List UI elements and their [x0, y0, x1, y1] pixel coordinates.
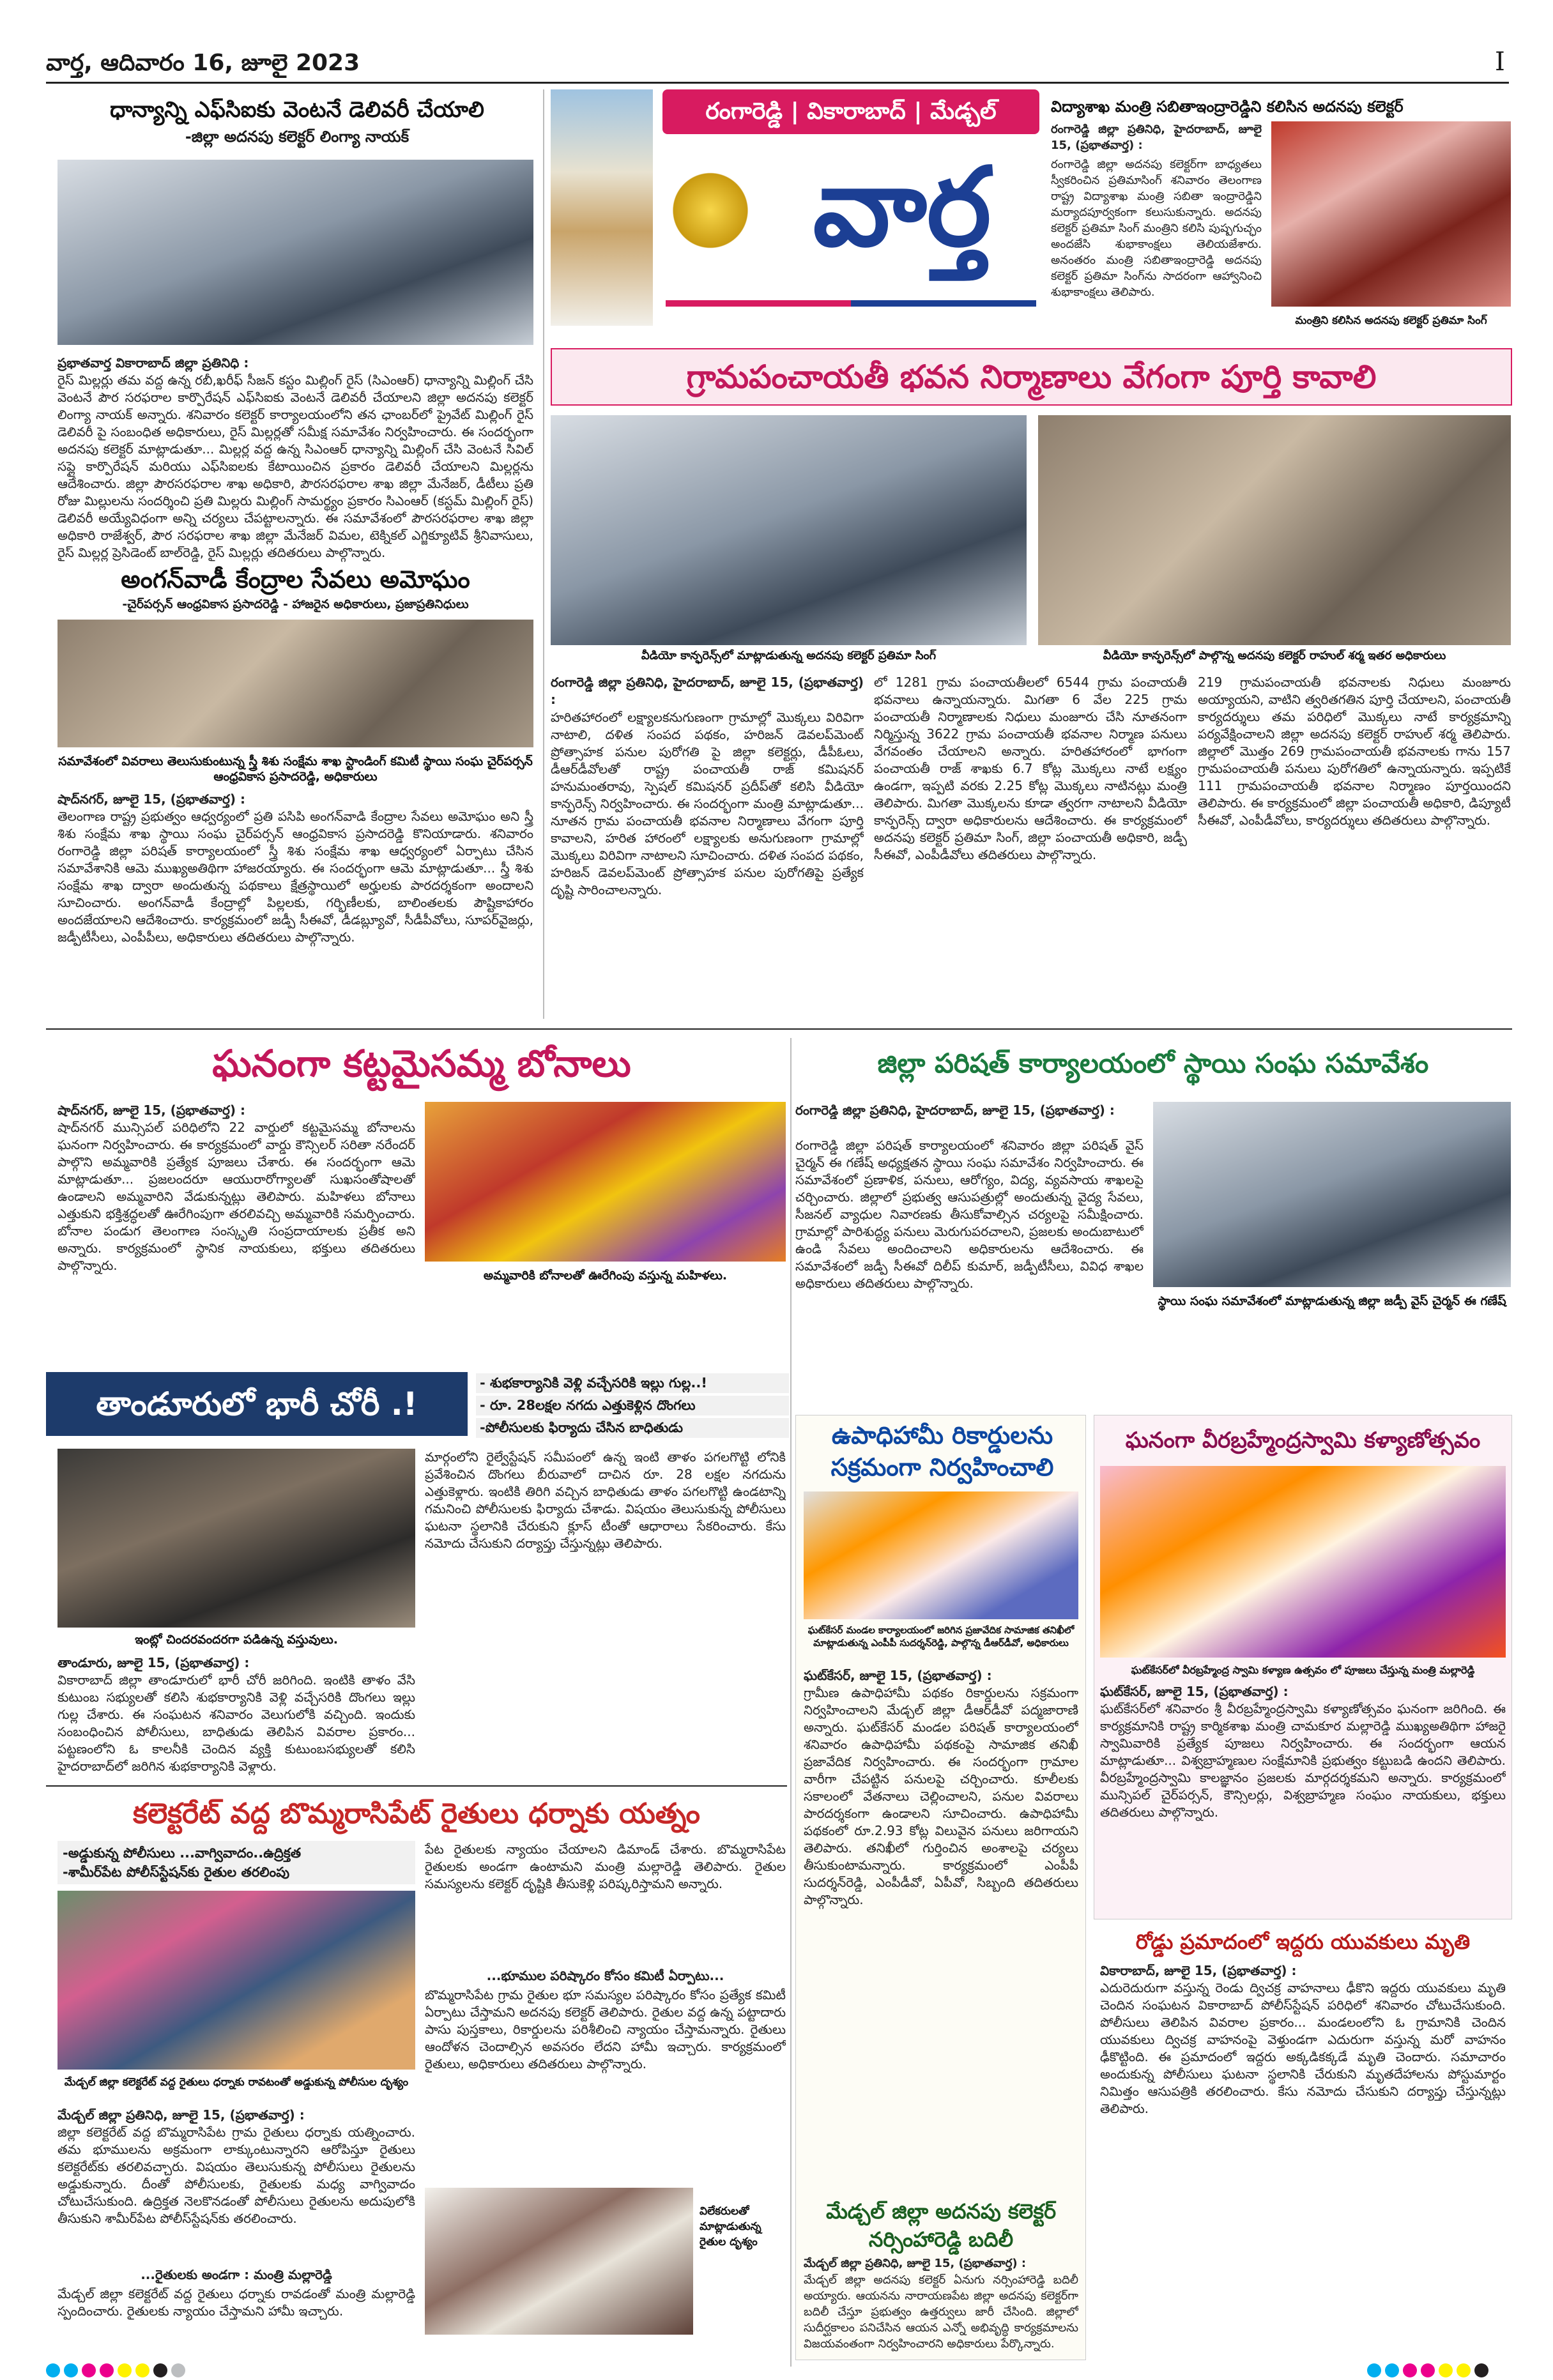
story1-subtitle: -జిల్లా అదనపు కలెక్టర్ లింగ్యా నాయక్: [185, 128, 409, 146]
story9-title: ఉపాధిహామీ రికార్డులను సక్రమంగా నిర్వహించాలి: [830, 1421, 1054, 1481]
temple-photo: [551, 89, 653, 326]
story8-photo: [57, 1891, 415, 2070]
story2-caption: సమావేశంలో వివరాలు తెలుసుకుంటున్న స్త్రీ శిశు సంక్షేమ శాఖ స్టాండింగ్ కమిటీ స్థాయి సంఘ చైర్‌పర్సన్ ఆంధ్రవికాస ప్రసాదరెడ్డి, అధికారులు: [58, 754, 533, 784]
story4-body2: లో 1281 గ్రామ పంచాయతీలలో 6544 గ్రామ పంచాయతీ భవనాలు ఉన్నాయన్నారు. మిగతా 6 వేల 225 గ్రామ పంచాయతీ నిర్మాణాలకు నిధులు మంజూరు చేసి నూతనంగా నిర్మిస్తున్న 3622 గ్రామ పంచాయతీ భవనాల నిర్మాణ పనులు వేగవంతం చేయాలని అన్నారు. హరితహారంలో భాగంగా పంచాయతీ రాజ్ శాఖకు 6.7 కోట్ల మొక్కలు నాటే లక్ష్యం ఉండగా, ఇప్పటి వరకు 2.25 కోట్ల మొక్కలు నాటినట్లు మంత్రి తెలిపారు. మిగతా మొక్కలను కూడా త్వరగా నాటాలని వీడియో కాన్ఫరెన్స్ ద్వారా అధికారులను ఆదేశించారు. ఈ కార్యక్రమంలో అదనపు కలెక్టర్ ప్రతిమా సింగ్, జిల్లా పంచాయతీ అధికారి, జడ్పీ సీఈవో, ఎంపీడీవోలు తదితరులు పాల్గొన్నారు.: [874, 675, 1187, 862]
story7-body2: మార్గంలోని రైల్వేస్టేషన్ సమీపంలో ఉన్న ఇంటి తాళం పగలగొట్టి లోనికి ప్రవేశించిన దొంగలు బీరువాలో దాచిన రూ. 28 లక్షల నగదును ఎత్తుకెళ్లారు. ఇంటికి తిరిగి వచ్చిన బాధితుడు తాళం పగలగొట్టి ఉండటాన్ని గమనించి పోలీసులకు ఫిర్యాదు చేశాడు. విషయం తెలుసుకున్న పోలీసులు ఘటనా స్థలానికి చేరుకుని క్లూస్ టీంతో ఆధారాలు సేకరించారు. కేసు నమోదు చేసుకుని దర్యాప్తు చేస్తున్నట్లు తెలిపారు.: [425, 1449, 786, 1551]
masthead: వార్త, ఆదివారం 16, జూలై 2023: [46, 50, 360, 76]
column-divider: [543, 89, 544, 1019]
story7-bullet: - రూ. 28లక్షల నగదు ఎత్తుకెళ్లిన దొంగలు: [476, 1396, 789, 1415]
story6-caption: స్థాయి సంఘ సమావేశంలో మాట్లాడుతున్న జిల్లా జడ్పీ వైస్ చైర్మన్ ఈ గణేష్: [1158, 1294, 1506, 1308]
story8-body1: జిల్లా కలెక్టరేట్ వద్ద బొమ్మరాసిపేట గ్రామ రైతులు ధర్నాకు యత్నించారు. తమ భూములను అక్రమంగా లాక్కుంటున్నారని ఆరోపిస్తూ రైతులు కలెక్టరేట్‌కు తరలివచ్చారు. విషయం తెలుసుకున్న పోలీసులు రైతులను అడ్డుకున్నారు. దీంతో పోలీసులకు, రైతులకు మధ్య వాగ్వివాదం చోటుచేసుకుంది. ఉద్రిక్తత నెలకొనడంతో పోలీసులు రైతులను అదుపులోకి తీసుకుని శామీర్‌పేట పోలీస్‌స్టేషన్‌కు తరలించారు.: [57, 2124, 415, 2226]
story7-title: తాండూరులో భారీ చోరీ .!: [96, 1385, 418, 1423]
story11-body: ఘట్‌కేసర్‌లో శనివారం శ్రీ వీరబ్రహ్మేంద్రస్వామి కళ్యాణోత్సవం ఘనంగా జరిగింది. ఈ కార్యక్రమానికి రాష్ట్ర కార్మికశాఖ మంత్రి చామకూర మల్లారెడ్డి ముఖ్యఅతిథిగా హాజరై స్వామివారికి ప్రత్యేక పూజలు నిర్వహించారు. ఈ సందర్భంగా ఆయన మాట్లాడుతూ... విశ్వబ్రాహ్మణుల సంక్షేమానికి ప్రభుత్వం కట్టుబడి ఉందని తెలిపారు. వీరబ్రహ్మేంద్రస్వామి కాలజ్ఞానం ప్రజలకు మార్గదర్శకమని అన్నారు. కార్యక్రమంలో మున్సిపల్ చైర్‌పర్సన్, కౌన్సిలర్లు, విశ్వబ్రాహ్మణ సంఘం నాయకులు, భక్తులు తదితరులు పాల్గొన్నారు.: [1100, 1701, 1506, 1820]
story8-dateline: మేడ్చల్ జిల్లా ప్రతినిధి, జూలై 15, (ప్రభాతవార్త) :: [57, 2107, 305, 2123]
story1-body: రైస్ మిల్లర్లు తమ వద్ద ఉన్న రబీ,ఖరీఫ్ సీజన్ కస్టం మిల్లింగ్ రైస్ (సిఎంఆర్) ధాన్యాన్ని మిల్లింగ్ చేసి వెంటనే పౌర సరఫరాల కార్పొరేషన్ ఎఫ్‌సిఐకు వెంటనే డెలివరీ చేయాలని జిల్లా అదనపు కలెక్టర్ లింగ్యా నాయక్ అన్నారు. శనివారం కలెక్టర్ కార్యాలయంలోని తన ఛాంబర్‌లో ప్రైవేట్ మిల్లింగ్ రైస్ డెలివరీ పై సంబంధిత అధికారులు, రైస్ మిల్లర్లతో సమీక్ష సమావేశం నిర్వహించారు. ఈ సందర్భంగా అదనపు కలెక్టర్ మాట్లాడుతూ... మిల్లర్ల వద్ద ఉన్న సిఎంఆర్ ధాన్యాన్ని మిల్లింగ్ చేసి వెంటనే సివిల్ సప్లై కార్పొరేషన్ మరియు ఎఫ్‌సిఐలకు కేటాయించిన ప్రకారం డెలివరీ చేయాలని మిల్లర్లను ఆదేశించారు. జిల్లా పౌరసరఫరాల శాఖ అధికారి, పౌరసరఫరాల శాఖ జిల్లా మేనేజర్, డీటీలు ప్రతి రోజు మిల్లులను సందర్శించి ప్రతి మిల్లరు మిల్లింగ్ సామర్థ్యం ప్రకారం సిఎంఆర్ (కస్టమ్ మిల్లింగ్ రైస్) డెలివరీ అయ్యేవిధంగా అన్ని చర్యలు చేపట్టాలన్నారు. ఈ సమావేశంలో పౌరసరఫరాల శాఖ జిల్లా అధికారి రాజేశ్వర్, పౌర సరఫరాల శాఖ జిల్లా మేనేజర్ విమల, టెక్నికల్ ఎగ్జిక్యూటివ్ శ్రీనివాసులు, రైస్ మిల్లర్ల ప్రెసిడెంట్ బాల్‌రెడ్డి, రైస్ మిల్లర్లు తదితరులు పాల్గొన్నారు.: [57, 372, 533, 560]
story1-title: ధాన్యాన్ని ఎఫ్‌సిఐకు వెంటనే డెలివరీ చేయాలి: [110, 97, 484, 123]
logo-text: వార్త: [813, 144, 991, 271]
story3-title: విద్యాశాఖ మంత్రి సబితాఇంద్రారెడ్డిని కలిసిన అదనపు కలెక్టర్: [1051, 98, 1404, 116]
story8-caption: మేడ్చల్ జిల్లా కలెక్టరేట్ వద్ద రైతులు ధర్నాకు రావటంతో అడ్డుకున్న పోలీసుల దృశ్యం: [64, 2076, 409, 2089]
story2-body: తెలంగాణ రాష్ట్ర ప్రభుత్వం ఆధ్వర్యంలో ప్రతి పసిపి అంగన్‌వాడి కేంద్రాల సేవలు అమోఘం అని స్త్రీ శిశు సంక్షేమ శాఖ స్థాయి సంఘ చైర్‌పర్సన్ ఆంధ్రవికాస ప్రసాదరెడ్డి కొనియాడారు. శనివారం రంగారెడ్డి జిల్లా పరిషత్ కార్యాలయంలో స్త్రీ శిశు సంక్షేమ శాఖ ఆధ్వర్యంలో ఏర్పాటు చేసిన సమావేశానికి ఆమె ముఖ్యఅతిథిగా హాజరయ్యారు. ఈ సందర్భంగా ఆమె మాట్లాడుతూ... స్త్రీ శిశు సంక్షేమ శాఖ ద్వారా అందుతున్న పథకాలు క్షేత్రస్థాయిలో అర్హులకు పారదర్శకంగా అందాలని సూచించారు. అంగన్‌వాడీ కేంద్రాల్లో పిల్లలకు, గర్భిణీలకు, బాలింతలకు పౌష్టికాహారం అందజేయాలని ఆదేశించారు. కార్యక్రమంలో జడ్పీ సీఈవో, డీడబ్ల్యూవో, సీడీపీవోలు, సూపర్‌వైజర్లు, జడ్పీటీసీలు, ఎంపీపీలు, అధికారులు తదితరులు పాల్గొన్నారు.: [57, 809, 533, 945]
story4-title: గ్రామపంచాయతీ భవన నిర్మాణాలు వేగంగా పూర్తి కావాలి: [686, 358, 1377, 395]
column-divider-2: [790, 1038, 792, 2367]
story2-photo: [57, 620, 533, 747]
story3-caption: మంత్రిని కలిసిన అదనపు కలెక్టర్ ప్రతిమా సింగ్: [1295, 314, 1487, 327]
story4-body1: హరితహారంలో లక్ష్యాలకనుగుణంగా గ్రామాల్లో మొక్కలు విరివిగా నాటాలి, దళిత సంపద పథకం, హరిజన్ డెవలప్‌మెంట్ ప్రోత్సాహక పనుల పురోగతి పై జిల్లా కలెక్టర్లు, డీపీఓలు, డీఆర్‌డీవోలతో రాష్ట్ర పంచాయతీ రాజ్ కమిషనర్ హనుమంతరావు, స్పెషల్ కమిషనర్ ప్రదీప్‌తో కలిసి వీడియో కాన్ఫరెన్స్ నిర్వహించారు. ఈ సందర్భంగా మంత్రి మాట్లాడుతూ... నూతన గ్రామ పంచాయతీ భవనాల నిర్మాణాలు వేగంగా పూర్తి కావాలని, హరిత హారంలో లక్ష్యాలకు అనుగుణంగా గ్రామాల్లో మొక్కలు విరివిగా నాటాలని సూచించారు. దళిత సంపద పథకం, హరిజన్ డెవలప్‌మెంట్ ప్రోత్సాహక పనుల పురోగతిపై ప్రత్యేక దృష్టి సారించాలన్నారు.: [551, 710, 864, 897]
section-divider-2: [46, 1785, 787, 1787]
story8-photo2: [425, 2188, 693, 2335]
story6-title: జిల్లా పరిషత్ కార్యాలయంలో స్థాయి సంఘ సమావేశం: [877, 1048, 1429, 1079]
brand-block: [551, 89, 1043, 335]
story4-body3: 219 గ్రామపంచాయతీ భవనాలకు నిధులు మంజూరు అయ్యాయని, వాటిని త్వరితగతిన పూర్తి చేయాలని, పంచాయతీ కార్యదర్శులు తమ పరిధిలో మొక్కలు నాటే కార్యక్రమాన్ని పర్యవేక్షించాలని జిల్లా అదనపు కలెక్టర్ రాహుల్ శర్మ తెలిపారు. జిల్లాలో మొత్తం 269 గ్రామపంచాయతీ భవనాలకు గాను 157 గ్రామపంచాయతీ పనులు పురోగతిలో ఉన్నాయన్నారు. ఇప్పటికే 111 గ్రామపంచాయతీ భవనాల నిర్మాణం పూర్తయిందని తెలిపారు. ఈ కార్యక్రమంలో జిల్లా పంచాయతీ అధికారి, డిప్యూటీ సీఈవో, ఎంపీడీవోలు, కార్యదర్శులు తదితరులు పాల్గొన్నారు.: [1198, 675, 1511, 828]
story6-dateline: రంగారెడ్డి జిల్లా ప్రతినిధి, హైదరాబాద్, జూలై 15, (ప్రభాతవార్త) :: [795, 1102, 1115, 1118]
story5-body: షాద్‌నగర్ మున్సిపల్ పరిధిలోని 22 వార్డులో కట్టమైసమ్మ బోనాలను ఘనంగా నిర్వహించారు. ఈ కార్యక్రమంలో వార్డు కౌన్సిలర్ సరితా నరేందర్ పాల్గొని అమ్మవారికి ప్రత్యేక పూజలు చేశారు. ఈ సందర్భంగా ఆమె మాట్లాడుతూ... ప్రజలందరూ ఆయురారోగ్యాలతో సుఖసంతోషాలతో ఉండాలని అమ్మవారిని వేడుకున్నట్లు తెలిపారు. మహిళలు బోనాలు ఎత్తుకుని భక్తిశ్రద్ధలతో ఊరేగింపుగా తరలివచ్చి అమ్మవారికి సమర్పించారు. బోనాల పండుగ తెలంగాణ సంస్కృతి సంప్రదాయాలకు ప్రతీక అని అన్నారు. కార్యక్రమంలో స్థానిక నాయకులు, భక్తులు తదితరులు పాల్గొన్నారు.: [57, 1120, 415, 1273]
story6-body: రంగారెడ్డి జిల్లా పరిషత్ కార్యాలయంలో శనివారం జిల్లా పరిషత్ వైస్ చైర్మన్ ఈ గణేష్ అధ్యక్షతన స్థాయి సంఘ సమావేశం నిర్వహించారు. ఈ సమావేశంలో ప్రణాళిక, పనులు, ఆరోగ్యం, విద్య, వ్యవసాయ శాఖలపై చర్చించారు. జిల్లాలో ప్రభుత్వ ఆసుపత్రుల్లో అందుతున్న వైద్య సేవలు, సీజనల్ వ్యాధుల నివారణకు తీసుకోవాల్సిన చర్యలపై సమీక్షించారు. గ్రామాల్లో పారిశుద్ధ్య పనులు మెరుగుపరచాలని, ప్రజలకు అందుబాటులో ఉండి సేవలు అందించాలని అధికారులను ఆదేశించారు. ఈ సమావేశంలో జడ్పీ సీఈవో దిలీప్ కుమార్, జడ్పీటీసీలు, వివిధ శాఖల అధికారులు తదితరులు పాల్గొన్నారు.: [795, 1138, 1144, 1291]
story9-photo: [804, 1491, 1078, 1619]
story10-title: మేడ్చల్ జిల్లా అదనపు కలెక్టర్ నర్సింహారెడ్డి బదిలీ: [825, 2199, 1057, 2252]
story8-subtitle2: ...భూముల పరిష్కారం కోసం కమిటీ ఏర్పాటు...: [486, 1968, 724, 1983]
story8-title: కలెక్టరేట్ వద్ద బొమ్మరాసిపేట్ రైతులు ధర్నాకు యత్నం: [133, 1797, 700, 1830]
story3-photo: [1271, 121, 1511, 307]
story7-photo: [57, 1449, 415, 1628]
story9-dateline: ఘట్‌కేసర్, జూలై 15, (ప్రభాతవార్త) :: [804, 1668, 992, 1683]
story7-body1: వికారాబాద్ జిల్లా తాండూరులో భారీ చోరీ జరిగింది. ఇంటికి తాళం వేసి కుటుంబ సభ్యులతో కలిసి శుభకార్యానికి వెళ్లి వచ్చేసరికి దొంగలు ఇల్లు గుల్ల చేశారు. ఈ సంఘటన శనివారం వెలుగులోకి వచ్చింది. ఇందుకు సంబంధించిన పోలీసులు, బాధితుడు తెలిపిన వివరాల ప్రకారం... పట్టణంలోని ఓ కాలనీకి చెందిన వ్యక్తి కుటుంబసభ్యులతో కలిసి హైదరాబాద్‌లో జరిగిన శుభకార్యానికి వెళ్లారు.: [57, 1672, 415, 1774]
page-number: I: [1495, 47, 1505, 77]
logo-underline: [666, 300, 1036, 307]
story11-photo: [1100, 1466, 1506, 1658]
districts-banner: రంగారెడ్డి | వికారాబాద్ | మేడ్చల్: [662, 89, 1039, 134]
story11-dateline: ఘట్‌కేసర్, జూలై 15, (ప్రభాతవార్త) :: [1100, 1684, 1289, 1699]
story5-body-cont: [425, 1287, 786, 1362]
story8-bullets: [57, 1841, 415, 1884]
story4-caption-left: వీడియో కాన్ఫరెన్స్‌లో మాట్లాడుతున్న అదనపు కలెక్టర్ ప్రతిమా సింగ్: [641, 649, 937, 662]
story5-dateline: షాద్‌నగర్, జూలై 15, (ప్రభాతవార్త) :: [57, 1102, 245, 1118]
story7-dateline: తాండూరు, జూలై 15, (ప్రభాతవార్త) :: [57, 1655, 250, 1670]
story2-dateline: షాద్‌నగర్, జూలై 15, (ప్రభాతవార్త) :: [57, 791, 245, 807]
story4-caption-right: వీడియో కాన్ఫరెన్స్‌లో పాల్గొన్న అదనపు కలెక్టర్ రాహుల్ శర్మ ఇతర అధికారులు: [1103, 649, 1446, 662]
story8-bullet: -అడ్డుకున్న పోలీసులు ...వాగ్వివాదం..ఉద్రిక్తత: [63, 1845, 302, 1861]
registration-dots-left: [46, 2363, 189, 2377]
registration-dots-right: [1367, 2363, 1492, 2377]
header-divider: [46, 82, 1509, 84]
story7-bullet: - శుభకార్యానికి వెళ్లి వచ్చేసరికి ఇల్లు గుల్ల..!: [476, 1373, 789, 1393]
story4-photo-left: [551, 415, 1027, 645]
story1-dateline: ప్రభాతవార్త వికారాబాద్ జిల్లా ప్రతినిధి :: [57, 355, 249, 370]
story8-body2: మేడ్చల్ జిల్లా కలెక్టరేట్ వద్ద రైతులు ధర్నాకు రావడంతో మంత్రి మల్లారెడ్డి స్పందించారు. రైతులకు న్యాయం చేస్తామని హామీ ఇచ్చారు.: [57, 2286, 415, 2319]
story12-body: ఎదురెదురుగా వస్తున్న రెండు ద్విచక్ర వాహనాలు ఢీకొని ఇద్దరు యువకులు మృతి చెందిన సంఘటన వికారాబాద్ పోలీస్‌స్టేషన్ పరిధిలో శనివారం చోటుచేసుకుంది. పోలీసులు తెలిపిన వివరాల ప్రకారం... మండలంలోని ఓ గ్రామానికి చెందిన యువకులు ద్విచక్ర వాహనంపై వెళ్తుండగా ఎదురుగా వస్తున్న మరో వాహనం ఢీకొట్టింది. ఈ ప్రమాదంలో ఇద్దరు అక్కడికక్కడే మృతి చెందారు. సమాచారం అందుకున్న పోలీసులు ఘటనా స్థలానికి చేరుకుని మృతదేహాలను పోస్టుమార్టం నిమిత్తం ఆసుపత్రికి తరలించారు. కేసు నమోదు చేసుకుని దర్యాప్తు చేస్తున్నట్లు తెలిపారు.: [1100, 1980, 1506, 2116]
story4-photo-right: [1038, 415, 1511, 645]
story9-body: గ్రామీణ ఉపాధిహామీ పథకం రికార్డులను సక్రమంగా నిర్వహించాలని మేడ్చల్ జిల్లా డీఆర్‌డీవో పద్మజారాణి అన్నారు. ఘట్‌కేసర్ మండల పరిషత్ కార్యాలయంలో శనివారం ఉపాధిహామీ పథకంపై సామాజిక తనిఖీ ప్రజావేదిక నిర్వహించారు. ఈ సందర్భంగా గ్రామాల వారీగా చేపట్టిన పనులపై చర్చించారు. కూలీలకు సకాలంలో వేతనాలు చెల్లించాలని, పనుల వివరాలు పారదర్శకంగా ఉండాలని సూచించారు. ఉపాధిహామీ పథకంలో రూ.2.93 కోట్ల విలువైన పనులు జరిగాయని తెలిపారు. తనిఖీలో గుర్తించిన అంశాలపై చర్యలు తీసుకుంటామన్నారు. కార్యక్రమంలో ఎంపీపీ సుదర్శన్‌రెడ్డి, ఎంపీడీవో, ఏపీవో, సిబ్బంది తదితరులు పాల్గొన్నారు.: [804, 1685, 1078, 1907]
logo-emblem: [662, 144, 758, 265]
story11-caption: ఘట్‌కేసర్‌లో వీరబ్రహ్మేంద్ర స్వామి కళ్యాణ ఉత్సవం లో పూజలు చేస్తున్న మంత్రి మల్లారెడ్డి: [1131, 1664, 1475, 1676]
story8-caption2: విలేకరులతో మాట్లాడుతున్న రైతుల దృశ్యం: [700, 2205, 761, 2248]
story3-dateline: రంగారెడ్డి జిల్లా ప్రతినిధి, హైదరాబాద్, జూలై 15, (ప్రభాతవార్త) :: [1051, 123, 1262, 152]
story8-bullet: -శామీర్‌పేట పోలీస్‌స్టేషన్‌కు రైతుల తరలింపు: [63, 1865, 290, 1880]
story5-title: ఘనంగా కట్టమైసమ్మ బోనాలు: [212, 1042, 631, 1085]
story10-body: మేడ్చల్ జిల్లా అదనపు కలెక్టర్ ఏనుగు నర్సింహారెడ్డి బదిలీ అయ్యారు. ఆయనను నారాయణపేట జిల్లా అదనపు కలెక్టర్‌గా బదిలీ చేస్తూ ప్రభుత్వం ఉత్తర్వులు జారీ చేసింది. జిల్లాలో సుదీర్ఘకాలం పనిచేసిన ఆయన ఎన్నో అభివృద్ధి కార్యక్రమాలను విజయవంతంగా నిర్వహించారని అధికారులు పేర్కొన్నారు.: [804, 2273, 1078, 2351]
story8-body3: పేట రైతులకు న్యాయం చేయాలని డిమాండ్ చేశారు. బొమ్మరాసిపేట రైతులకు అండగా ఉంటామని మంత్రి మల్లారెడ్డి తెలిపారు. రైతుల సమస్యలను కలెక్టర్ దృష్టికి తీసుకెళ్లి పరిష్కరిస్తామని అన్నారు.: [425, 1842, 786, 1891]
story3-body: రంగారెడ్డి జిల్లా అదనపు కలెక్టర్‌గా బాధ్యతలు స్వీకరించిన ప్రతిమాసింగ్ శనివారం తెలంగాణ రాష్ట్ర విద్యాశాఖ మంత్రి సబితా ఇంద్రారెడ్డిని మర్యాదపూర్వకంగా కలుసుకున్నారు. అదనపు కలెక్టర్ ప్రతిమా సింగ్ మంత్రిని కలిసి పుష్పగుచ్ఛం అందజేసి శుభాకాంక్షలు తెలియజేశారు. అనంతరం మంత్రి సబితాఇంద్రారెడ్డి అదనపు కలెక్టర్ ప్రతిమా సింగ్‌ను సాదరంగా ఆహ్వానించి శుభాకాంక్షలు తెలిపారు.: [1051, 158, 1262, 299]
section-divider: [46, 1028, 1512, 1030]
story7-bullets: [476, 1373, 789, 1438]
story12-dateline: వికారాబాద్, జూలై 15, (ప్రభాతవార్త) :: [1100, 1963, 1297, 1978]
story8-subtitle: ...రైతులకు అండగా : మంత్రి మల్లారెడ్డి: [141, 2267, 332, 2282]
story4-dateline: రంగారెడ్డి జిల్లా ప్రతినిధి, హైదరాబాద్, జూలై 15, (ప్రభాతవార్త) :: [551, 675, 864, 707]
story7-bullet: -పోలీసులకు ఫిర్యాదు చేసిన బాధితుడు: [476, 1418, 789, 1438]
story5-photo: [425, 1102, 786, 1262]
story11-title: ఘనంగా వీరబ్రహ్మేంద్రస్వామి కళ్యాణోత్సవం: [1125, 1428, 1481, 1453]
story6-photo: [1153, 1102, 1511, 1287]
story2-subtitle: -చైర్‌పర్సన్ ఆంధ్రవికాస ప్రసాదరెడ్డి - హాజరైన అధికారులు, ప్రజాప్రతినిధులు: [122, 597, 469, 611]
story7-caption: ఇంట్లో చిందరవందరగా పడిఉన్న వస్తువులు.: [135, 1633, 338, 1647]
story5-caption: అమ్మవారికి బోనాలతో ఊరేగింపు వస్తున్న మహిళలు.: [483, 1269, 728, 1283]
story10-dateline: మేడ్చల్ జిల్లా ప్రతినిధి, జూలై 15, (ప్రభాతవార్త) :: [804, 2257, 1027, 2270]
story12-title: రోడ్డు ప్రమాదంలో ఇద్దరు యువకులు మృతి: [1135, 1930, 1471, 1954]
story9-caption: ఘట్‌కేసర్ మండల కార్యాలయంలో జరిగిన ప్రజావేదిక సామాజిక తనిఖీలో మాట్లాడుతున్న ఎంపీపీ సుదర్శన్‌రెడ్డి, పాల్గొన్న డీఆర్‌డీవో, అధికారులు: [807, 1624, 1075, 1649]
story1-photo: [57, 160, 533, 345]
story8-body4: బొమ్మరాసిపేట గ్రామ రైతుల భూ సమస్యల పరిష్కారం కోసం ప్రత్యేక కమిటీ ఏర్పాటు చేస్తామని అదనపు కలెక్టర్ తెలిపారు. రైతుల వద్ద ఉన్న పట్టాదారు పాసు పుస్తకాలు, రికార్డులను పరిశీలించి న్యాయం చేస్తామన్నారు. రైతులు ఆందోళన చెందాల్సిన అవసరం లేదని హామీ ఇచ్చారు. కార్యక్రమంలో రైతులు, అధికారులు తదితరులు పాల్గొన్నారు.: [425, 1987, 786, 2071]
story2-title: అంగన్‌వాడీ కేంద్రాల సేవలు అమోఘం: [121, 565, 470, 593]
